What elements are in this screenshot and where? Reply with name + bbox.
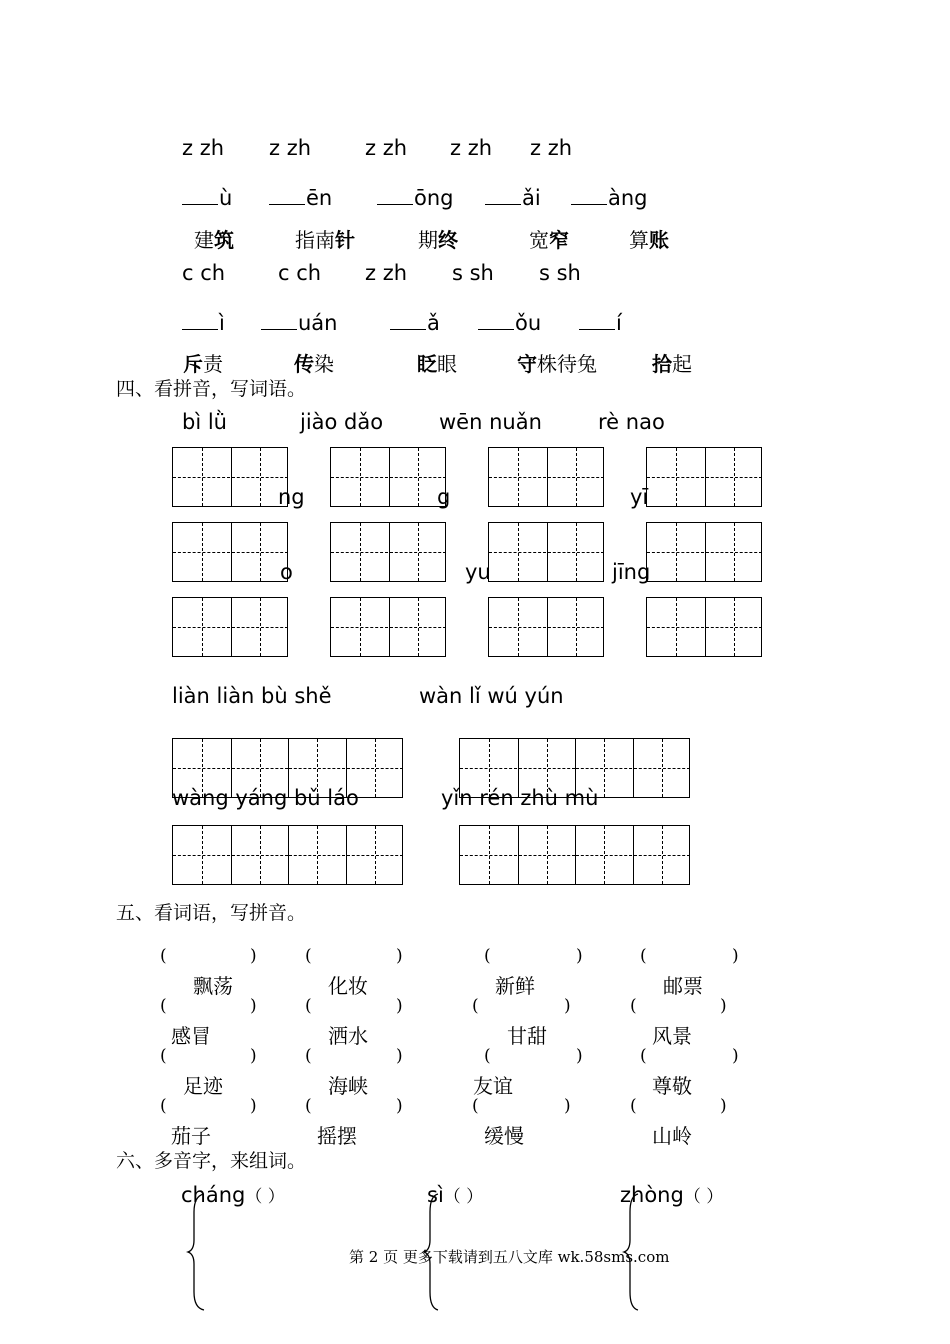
grid-cell[interactable] <box>460 739 517 797</box>
writing-grid[interactable] <box>172 597 288 657</box>
pinyin-answer-close-paren: ) <box>564 996 571 1016</box>
pinyin-answer-close-paren: ) <box>396 946 403 966</box>
chinese-word: 邮票 <box>663 974 703 998</box>
pinyin-answer-open-paren: ( <box>484 946 491 966</box>
chinese-word: 友谊 <box>473 1074 513 1098</box>
initials-group: c ch <box>182 261 226 285</box>
pinyin-label: liàn liàn bù shě <box>172 684 332 708</box>
chinese-word: 足迹 <box>183 1074 223 1098</box>
fill-blank[interactable]: ù <box>182 186 232 210</box>
initials-group: z zh <box>365 136 408 160</box>
writing-grid[interactable] <box>330 447 446 507</box>
pinyin-answer-open-paren: ( <box>640 946 647 966</box>
chinese-word: 山岭 <box>652 1124 692 1148</box>
grid-cell[interactable] <box>633 826 690 884</box>
pinyin-label: wàng yáng bǔ láo <box>172 786 359 810</box>
pinyin-label: yu <box>465 560 491 584</box>
grid-cell[interactable] <box>288 826 345 884</box>
writing-grid[interactable] <box>172 447 288 507</box>
pinyin-answer-open-paren: ( <box>640 1046 647 1066</box>
initials-group: z zh <box>182 136 225 160</box>
pinyin-answer-open-paren: ( <box>305 1046 312 1066</box>
pinyin-answer-open-paren: ( <box>484 1046 491 1066</box>
pinyin-answer-open-paren: ( <box>160 1046 167 1066</box>
grid-cell[interactable] <box>547 598 604 656</box>
pinyin-answer-close-paren: ) <box>732 1046 739 1066</box>
pinyin-answer-open-paren: ( <box>305 996 312 1016</box>
word: 建筑 <box>194 228 234 252</box>
section-title: 五、看词语，写拼音。 <box>116 902 307 924</box>
grid-cell[interactable] <box>173 826 230 884</box>
grid-cell[interactable] <box>489 523 546 581</box>
section-title: 四、看拼音，写词语。 <box>116 378 307 400</box>
word: 传染 <box>294 352 334 376</box>
writing-grid[interactable] <box>459 738 690 798</box>
initials-group: z zh <box>365 261 408 285</box>
writing-grid[interactable] <box>172 522 288 582</box>
pinyin-label: wàn lǐ wú yún <box>419 684 564 708</box>
writing-grid[interactable] <box>646 522 762 582</box>
fill-blank[interactable]: í <box>579 311 622 335</box>
chinese-word: 飘荡 <box>193 974 233 998</box>
pinyin-answer-close-paren: ) <box>732 946 739 966</box>
pinyin-label: g <box>437 485 451 509</box>
grid-cell[interactable] <box>647 598 704 656</box>
pinyin-label: o <box>280 560 293 584</box>
answer-blank[interactable]: （ ） <box>443 1187 484 1207</box>
chinese-word: 风景 <box>652 1024 692 1048</box>
grid-cell[interactable] <box>288 739 345 797</box>
grid-cell[interactable] <box>231 598 288 656</box>
writing-grid[interactable] <box>172 738 403 798</box>
pinyin-label: ng <box>278 485 305 509</box>
grid-cell[interactable] <box>173 448 230 506</box>
pinyin-label: wēn nuǎn <box>439 410 542 434</box>
grid-cell[interactable] <box>173 523 230 581</box>
pinyin-answer-open-paren: ( <box>630 1096 637 1116</box>
chinese-word: 洒水 <box>328 1024 368 1048</box>
pinyin-answer-close-paren: ) <box>250 996 257 1016</box>
grid-cell[interactable] <box>460 826 517 884</box>
chinese-word: 缓慢 <box>484 1124 524 1148</box>
word: 宽窄 <box>529 228 569 252</box>
initials-group: s sh <box>539 261 581 285</box>
grid-cell[interactable] <box>173 739 230 797</box>
grid-cell[interactable] <box>518 826 575 884</box>
fill-blank[interactable]: ǎ <box>390 311 440 335</box>
grid-cell[interactable] <box>489 598 546 656</box>
initials-group: z zh <box>269 136 312 160</box>
grid-cell[interactable] <box>705 448 762 506</box>
pinyin-label: jiào dǎo <box>300 410 384 434</box>
chinese-word: 化妆 <box>328 974 368 998</box>
pinyin-answer-close-paren: ) <box>576 1046 583 1066</box>
pinyin-answer-close-paren: ) <box>564 1096 571 1116</box>
fill-blank[interactable]: ǎi <box>485 186 541 210</box>
chinese-word: 感冒 <box>171 1024 211 1048</box>
initials-group: z zh <box>530 136 573 160</box>
pinyin-label: yǐn rén zhù mù <box>441 786 599 810</box>
grid-cell[interactable] <box>633 739 690 797</box>
grid-cell[interactable] <box>346 826 403 884</box>
page-footer: 第 2 页 更多下载请到五八文库 wk.58sms.com <box>349 1248 670 1266</box>
fill-blank[interactable]: ǒu <box>478 311 541 335</box>
word: 算账 <box>629 228 669 252</box>
grid-cell[interactable] <box>231 826 288 884</box>
fill-blank[interactable]: uán <box>261 311 338 335</box>
grid-cell[interactable] <box>231 448 288 506</box>
grid-cell[interactable] <box>489 448 546 506</box>
section-title: 六、多音字，来组词。 <box>116 1150 307 1172</box>
pinyin-label: sì <box>427 1183 444 1207</box>
pinyin-answer-close-paren: ) <box>396 1046 403 1066</box>
grid-cell[interactable] <box>547 523 604 581</box>
grid-cell[interactable] <box>547 448 604 506</box>
grid-cell[interactable] <box>647 523 704 581</box>
grid-cell[interactable] <box>231 739 288 797</box>
pinyin-answer-open-paren: ( <box>160 946 167 966</box>
grid-cell[interactable] <box>346 739 403 797</box>
grid-cell[interactable] <box>389 598 446 656</box>
writing-grid[interactable] <box>646 597 762 657</box>
grid-cell[interactable] <box>389 448 446 506</box>
answer-blank[interactable]: （ ） <box>683 1187 724 1207</box>
writing-grid[interactable] <box>488 597 604 657</box>
initials-group: s sh <box>452 261 494 285</box>
pinyin-label: jīng <box>612 560 651 584</box>
brace-icon <box>186 1192 210 1312</box>
pinyin-label: bì lǜ <box>182 410 227 434</box>
pinyin-answer-open-paren: ( <box>472 996 479 1016</box>
grid-cell[interactable] <box>705 598 762 656</box>
pinyin-answer-close-paren: ) <box>250 1096 257 1116</box>
pinyin-answer-close-paren: ) <box>720 1096 727 1116</box>
fill-blank[interactable]: ì <box>182 311 225 335</box>
word: 守株待兔 <box>517 352 597 376</box>
grid-cell[interactable] <box>705 523 762 581</box>
chinese-word: 海峡 <box>328 1074 368 1098</box>
pinyin-answer-open-paren: ( <box>305 1096 312 1116</box>
pinyin-answer-close-paren: ) <box>396 996 403 1016</box>
pinyin-answer-close-paren: ) <box>720 996 727 1016</box>
chinese-word: 摇摆 <box>317 1124 357 1148</box>
pinyin-answer-open-paren: ( <box>630 996 637 1016</box>
word: 眨眼 <box>417 352 457 376</box>
word: 指南针 <box>295 228 355 252</box>
writing-grid[interactable] <box>646 447 762 507</box>
grid-cell[interactable] <box>389 523 446 581</box>
grid-cell[interactable] <box>575 739 632 797</box>
pinyin-answer-open-paren: ( <box>472 1096 479 1116</box>
word: 期终 <box>418 228 458 252</box>
pinyin-label: yī <box>630 485 649 509</box>
grid-cell[interactable] <box>331 448 388 506</box>
pinyin-answer-close-paren: ) <box>576 946 583 966</box>
answer-blank[interactable]: （ ） <box>245 1187 285 1207</box>
grid-cell[interactable] <box>173 598 230 656</box>
writing-grid[interactable] <box>330 597 446 657</box>
grid-cell[interactable] <box>331 523 388 581</box>
chinese-word: 甘甜 <box>507 1024 547 1048</box>
pinyin-label: cháng <box>181 1183 246 1207</box>
grid-cell[interactable] <box>331 598 388 656</box>
pinyin-answer-open-paren: ( <box>305 946 312 966</box>
chinese-word: 茄子 <box>171 1124 211 1148</box>
chinese-word: 尊敬 <box>652 1074 692 1098</box>
pinyin-answer-close-paren: ) <box>250 946 257 966</box>
word: 斥责 <box>183 352 223 376</box>
initials-group: z zh <box>450 136 493 160</box>
writing-grid[interactable] <box>172 825 403 885</box>
pinyin-answer-open-paren: ( <box>160 996 167 1016</box>
pinyin-answer-close-paren: ) <box>250 1046 257 1066</box>
fill-blank[interactable]: àng <box>571 186 648 210</box>
pinyin-answer-close-paren: ) <box>396 1096 403 1116</box>
word: 拾起 <box>652 352 692 376</box>
fill-blank[interactable]: ēn <box>269 186 332 210</box>
pinyin-answer-open-paren: ( <box>160 1096 167 1116</box>
grid-cell[interactable] <box>518 739 575 797</box>
writing-grid[interactable] <box>459 825 690 885</box>
fill-blank[interactable]: ōng <box>377 186 454 210</box>
writing-grid[interactable] <box>488 447 604 507</box>
chinese-word: 新鲜 <box>495 974 535 998</box>
grid-cell[interactable] <box>575 826 632 884</box>
initials-group: c ch <box>278 261 322 285</box>
grid-cell[interactable] <box>647 448 704 506</box>
writing-grid[interactable] <box>330 522 446 582</box>
pinyin-label: zhòng <box>620 1183 684 1207</box>
writing-grid[interactable] <box>488 522 604 582</box>
pinyin-label: rè nao <box>598 410 665 434</box>
grid-cell[interactable] <box>231 523 288 581</box>
